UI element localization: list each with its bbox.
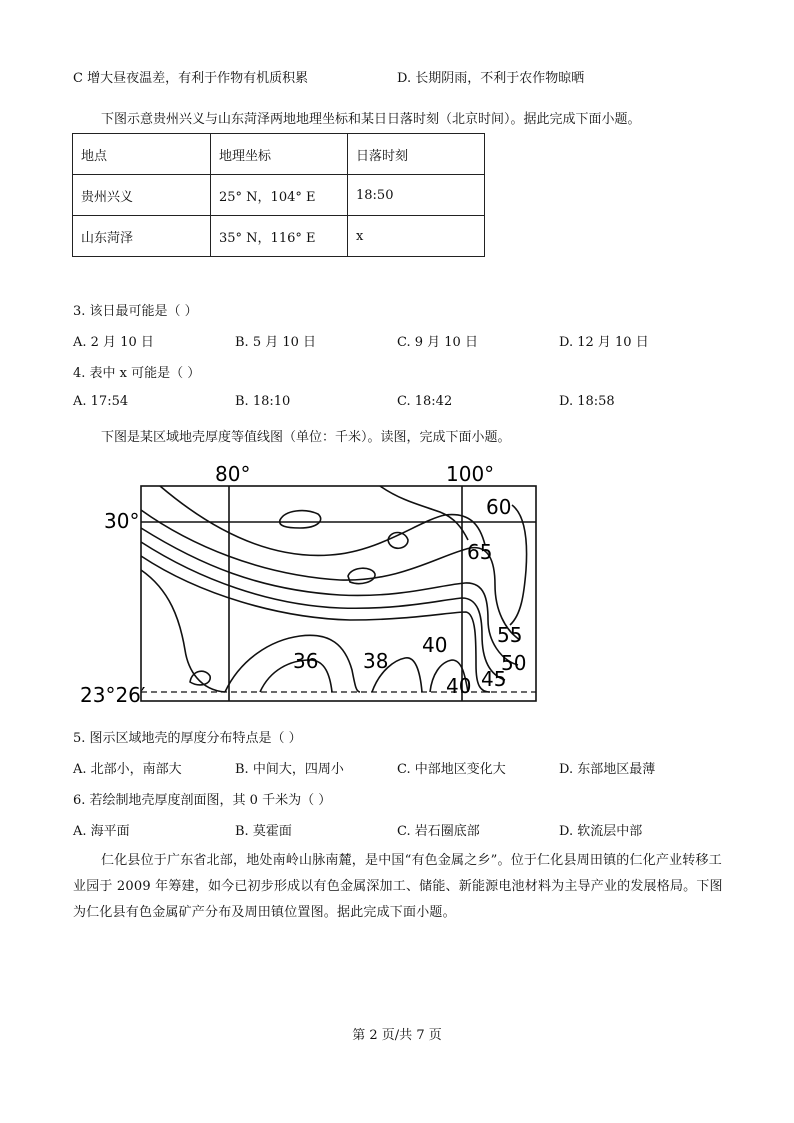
q6-options	[73, 820, 753, 840]
lat-label-tropic: 23°26′	[80, 683, 146, 707]
table-cell: 35° N，116° E	[211, 216, 348, 257]
q5-option-d: D. 东部地区最薄	[559, 762, 656, 777]
q6-option-b: B. 莫霍面	[235, 824, 292, 839]
table-cell: 25° N，104° E	[211, 175, 348, 216]
table-cell: x	[348, 216, 485, 257]
table-header-row	[73, 134, 485, 175]
lon-label-80: 80°	[215, 462, 251, 486]
contour-island	[348, 568, 375, 583]
table-cell: 山东菏泽	[73, 216, 211, 257]
q4-options	[73, 394, 753, 414]
contour-line	[380, 486, 468, 540]
option-c: C 增大昼夜温差，有利于作物有机质积累	[73, 71, 309, 86]
contour-island	[280, 511, 321, 528]
table-header-cell: 日落时刻	[348, 134, 485, 175]
q4-stem: 4. 表中 x 可能是（ ）	[73, 366, 201, 381]
q4-option-d: D. 18:58	[559, 394, 615, 409]
contour-line	[510, 505, 527, 625]
contour-line	[141, 510, 520, 640]
contour-label: 40	[446, 674, 472, 698]
q5-options	[73, 758, 753, 778]
q5-stem: 5. 图示区域地壳的厚度分布特点是（ ）	[73, 731, 302, 746]
table-cell: 贵州兴义	[73, 175, 211, 216]
contour-label: 45	[481, 667, 507, 691]
contour-label: 55	[497, 623, 523, 647]
q6-option-c: C. 岩石圈底部	[397, 824, 480, 839]
q5-option-b: B. 中间大，四周小	[235, 762, 344, 777]
q3-option-d: D. 12 月 10 日	[559, 335, 649, 350]
q3-option-a: A. 2 月 10 日	[73, 335, 154, 350]
q6-stem: 6. 若绘制地壳厚度剖面图，其 0 千米为（ ）	[73, 793, 332, 808]
table-cell: 18:50	[348, 175, 485, 216]
contour-line	[160, 486, 485, 555]
q4-option-c: C. 18:42	[397, 394, 453, 409]
contour-label: 60	[486, 495, 512, 519]
contour-label: 36	[293, 649, 319, 673]
table-row	[73, 175, 485, 216]
table-header-cell: 地点	[73, 134, 211, 175]
contour-label: 40	[422, 633, 448, 657]
q5-option-c: C. 中部地区变化大	[397, 762, 506, 777]
q4-option-a: A. 17:54	[73, 394, 129, 409]
map-intro: 下图是某区域地壳厚度等值线图（单位：千米）。读图，完成下面小题。	[101, 430, 511, 445]
renhua-intro: 仁化县位于广东省北部，地处南岭山脉南麓，是中国“有色金属之乡”。位于仁化县周田镇的仁化产业转移工业园于 2009 年筹建，如今已初步形成以有色金属深加工、储能、新能源电池材料为主导产业的发展格局。下图为仁化县有色金属矿产分布及周田镇位置图。据此完成下面小题。	[73, 853, 723, 920]
table-intro: 下图示意贵州兴义与山东菏泽两地地理坐标和某日日落时刻（北京时间）。据此完成下面小题。	[101, 112, 641, 127]
table-header-cell: 地理坐标	[211, 134, 348, 175]
geo-table	[72, 133, 485, 257]
q3-option-c: C. 9 月 10 日	[397, 335, 478, 350]
q6-option-d: D. 软流层中部	[559, 824, 643, 839]
prev-question-options	[73, 67, 753, 87]
q6-option-a: A. 海平面	[73, 824, 130, 839]
option-d: D. 长期阴雨，不利于农作物晾晒	[397, 71, 585, 86]
q3-option-b: B. 5 月 10 日	[235, 335, 317, 350]
q3-stem: 3. 该日最可能是（ ）	[73, 304, 198, 319]
contour-label: 65	[467, 540, 493, 564]
q5-option-a: A. 北部小，南部大	[73, 762, 182, 777]
lat-label-30: 30°	[104, 509, 140, 533]
table-row	[73, 216, 485, 257]
contour-line	[141, 570, 225, 692]
crust-thickness-map	[76, 456, 556, 712]
q4-option-b: B. 18:10	[235, 394, 291, 409]
contour-line	[141, 542, 505, 680]
page-number: 第 2 页/共 7 页	[352, 1028, 442, 1043]
contour-label: 38	[363, 649, 389, 673]
contour-label: 50	[501, 651, 527, 675]
lon-label-100: 100°	[446, 462, 495, 486]
q3-options	[73, 331, 753, 351]
